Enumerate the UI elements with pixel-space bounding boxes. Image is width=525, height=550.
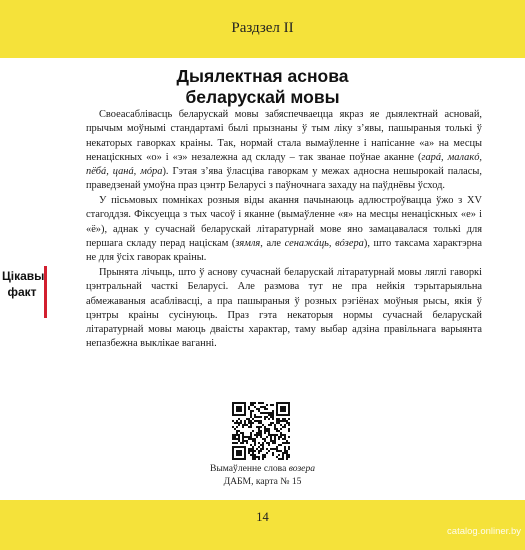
interesting-fact-label [2,268,45,300]
paragraph-1-text-b: ). Гэтая з’ява ўласціва гаворкам у межах адносна нешырокай паласы, праведзенай умоўна праз цэнтр Беларусі з паўночнага захаду на паўднёвы ўсход. [86,166,482,192]
paragraph-1-text-a: Своеасаблівасць беларускай мовы забяспечваецца якраз яе дыялектнай асновай, прычым моўнымі стандартамі былі прызнаны ў тым ліку з’явы, пашыраныя толькі ў некаторых гаворках краіны. Так, нормай стала вымаўленне і напісанне «а» на месцы ненаціскных «о» і «э» незалежна ад складу – так званае поўнае аканне ( [86,109,482,163]
paragraph-2-text-a: У пісьмовых помніках розныя віды акання пачынаюць адлюстроўвацца ўжо з XV стагоддзя. Фіксуецца з тых часоў і яканне (вымаўленне «я» на месцы ненаціскных «е» і «ё»), аднак у сучаснай беларускай літаратурнай мове яно замацавалася толькі для першага складу перад націскам ( [86,195,482,249]
page-number: 14 [256,510,269,524]
qr-caption-line-1 [0,463,525,476]
paragraph-3-interesting-fact: Прынята лічыць, што ў аснову сучаснай беларускай літаратурнай мовы ляглі гаворкі цэнтральнай часткі Беларусі. Але размова тут не пра нейкія тэрытарыяльна абмежаваныя асаблівасці, а пра пашыраныя ў розных рэгіёнах моўныя рысы, якія ў цэнтры краіны сусінуюць. Праз гэта некаторыя нормы сучаснай беларускай літаратурнай мовы маюць дваісты характар, таму выбар адзіна правільнага варыянта непазбежна выклікае ваганні. [86,267,482,350]
page-title [0,66,525,108]
paragraph-2-example-b: сенажáць, вóзера [284,237,364,249]
interesting-fact-label-line-1: Цікавы [2,269,45,283]
title-line-1: Дыялектная аснова [176,66,349,86]
paragraph-2-example-a: зямля [235,237,261,249]
qr-caption [0,463,525,488]
paragraph-1 [86,108,482,194]
qr-caption-word: возера [288,463,316,474]
fact-accent-bar [44,266,47,318]
qr-code-icon[interactable] [232,402,290,460]
qr-caption-line-2: ДАБМ, карта № 15 [223,475,302,487]
paragraph-2-text-c: ), што таксама характэрна не для ўсіх гаворак краіны. [86,237,482,264]
section-header: Раздзел II [231,20,294,36]
interesting-fact-label-line-2: факт [7,285,37,299]
watermark: catalog.onliner.by [447,526,521,537]
title-line-2: беларускай мовы [185,87,340,107]
paragraph-2 [86,194,482,265]
footer-band [0,500,525,550]
qr-caption-prefix: Вымаўленне слова [209,463,289,474]
paragraph-1-examples: гарá, малакó, пёбá, цанá, мóра [86,151,482,178]
paragraph-2-text-b: , але [260,237,285,249]
